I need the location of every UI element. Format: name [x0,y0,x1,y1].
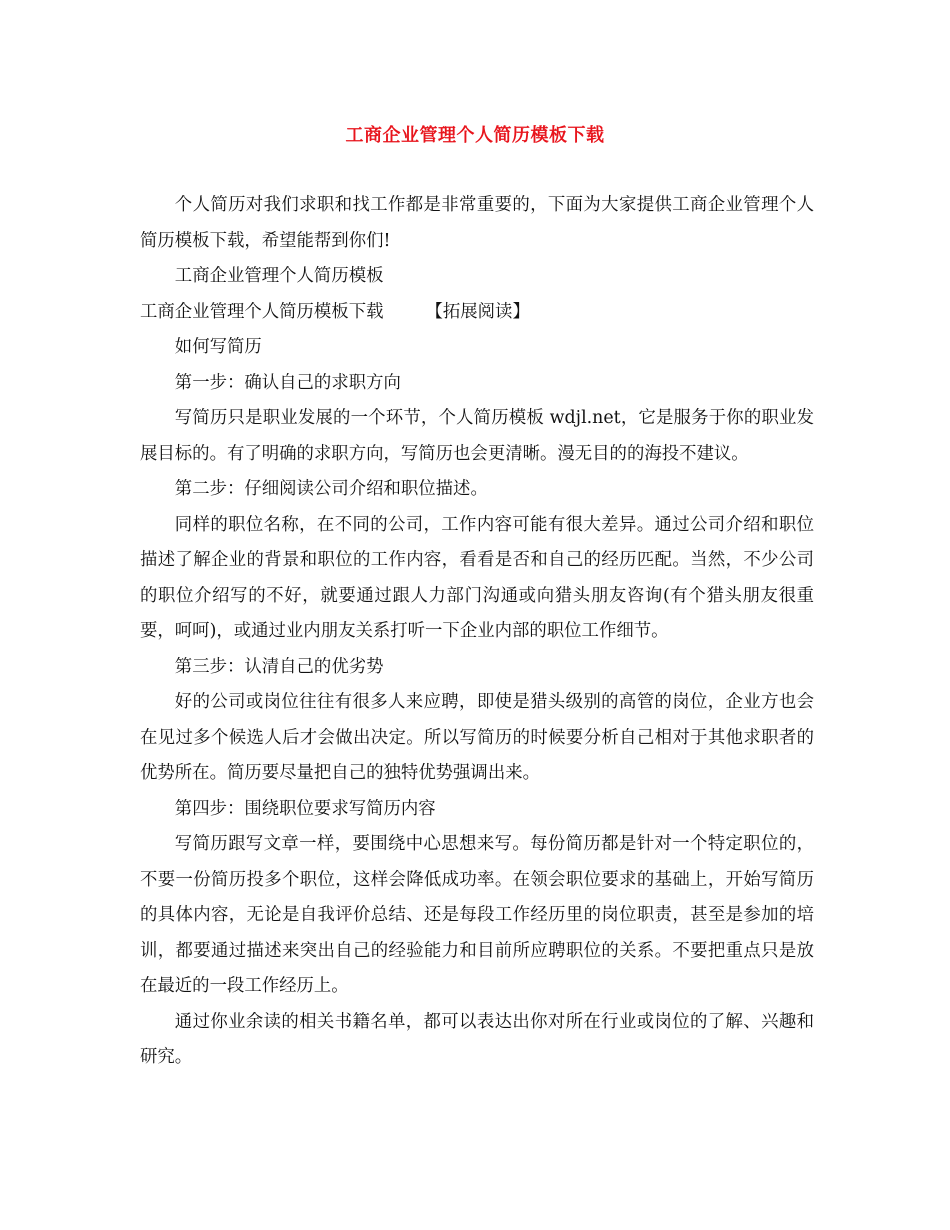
document-body [140,188,814,1076]
download-row [140,295,814,331]
step4-paragraph: 写简历跟写文章一样，要围绕中心思想来写。每份简历都是针对一个特定职位的，不要一份简历投多个职位，这样会降低成功率。在领会职位要求的基础上，开始写简历的具体内容，无论是自我评价总结、还是每段工作经历里的岗位职责，甚至是参加的培训，都要通过描述来突出自己的经验能力和目前所应聘职位的关系。不要把重点只是放在最近的一段工作经历上。 [140,834,814,996]
extended-reading-label: 【拓展阅读】 [425,301,530,322]
step2-paragraph: 同样的职位名称，在不同的公司，工作内容可能有很大差异。通过公司介绍和职位描述了解企业的背景和职位的工作内容，看看是否和自己的经历匹配。当然，不少公司的职位介绍写的不好，就要通过跟人力部门沟通或向猎头朋友咨询(有个猎头朋友很重要，呵呵)，或通过业内朋友关系打听一下企业内部的职位工作细节。 [140,514,814,641]
document-title: 工商企业管理个人简历模板下载 [345,125,605,146]
download-link[interactable]: 工商企业管理个人简历模板下载 [140,301,384,322]
how-to-heading: 如何写简历 [174,337,262,357]
reading-list-paragraph: 通过你业余读的相关书籍名单，都可以表达出你对所在行业或岗位的了解、兴趣和研究。 [140,1011,814,1067]
step3-paragraph: 好的公司或岗位往往有很多人来应聘，即使是猎头级别的高管的岗位，企业方也会在见过多个候选人后才会做出决定。所以写简历的时候要分析自己相对于其他求职者的优势所在。简历要尽量把自己的独特优势强调出来。 [140,692,814,783]
step4-heading: 第四步：围绕职位要求写简历内容 [174,798,436,819]
step3-heading: 第三步：认清自己的优劣势 [174,656,384,677]
step1-heading: 第一步：确认自己的求职方向 [174,372,401,393]
step1-paragraph: 写简历只是职业发展的一个环节，个人简历模板 wdjl.net，它是服务于你的职业发展目标的。有了明确的求职方向，写简历也会更清晰。漫无目的的海投不建议。 [140,408,814,464]
step2-heading: 第二步：仔细阅读公司介绍和职位描述。 [174,479,488,499]
intro-paragraph: 个人简历对我们求职和找工作都是非常重要的，下面为大家提供工商企业管理个人简历模板下载，希望能帮到你们! [140,195,814,251]
template-heading: 工商企业管理个人简历模板 [174,266,384,286]
